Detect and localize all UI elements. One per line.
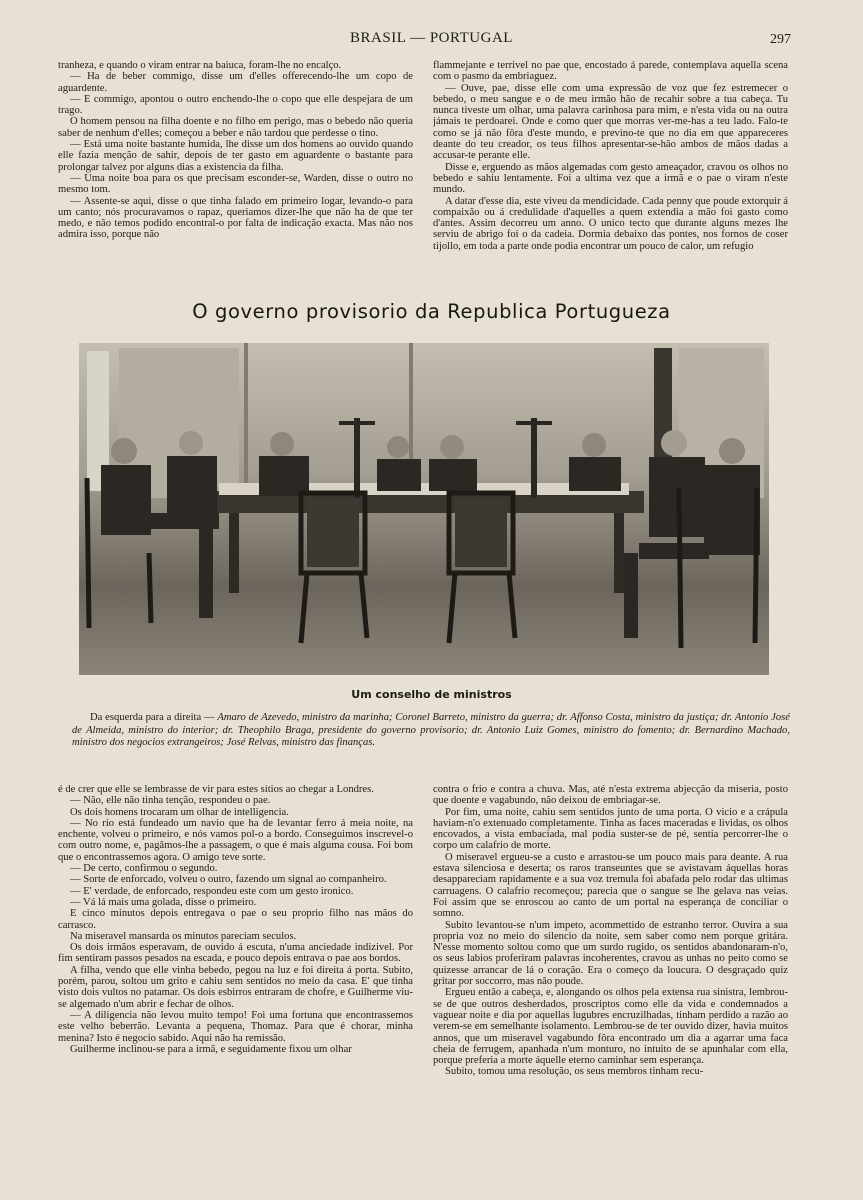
paragraph: flammejante e terrivel no pae que, encostado á parede, contemplava aquella scena com o pasmo da embriaguez. [433,60,788,83]
paragraph: O miseravel ergueu-se a custo e arrastou-se um pouco mais para deante. A rua estava silenciosa e deserta; os raros transeuntes que se avistavam áquellas horas desappareciam rapidamente e a sua voz tremula foi abafada pelo rodar das ultimas carruagens. O calafrio recomeçou; parecia que o sangue se lhe gelava nas veias. Foi assim que se enroscou ao canto de um portal na esperança de conciliar o somno. [433,851,788,920]
paragraph: Os dois homens trocaram um olhar de intelligencia. [70,806,289,818]
council-of-ministers-photo [79,343,769,675]
paragraph: — Está uma noite bastante humida, lhe disse um dos homens ao ouvido quando elle fazia menção de sahir, depois de ter gasto em aguardente o bastante para prolongar talvez por alguns dias a existencia da filha. [58,139,413,173]
paragraph: — Ha de beber commigo, disse um d'elles offerecendo-lhe um copo de aguardente. [58,71,413,94]
paragraph: Os dois irmãos esperavam, de ouvido á escuta, n'uma anciedade indizivel. Por fim sentiram passos pesados na escada, e pouco depois entrava o pae aos bordos. [58,942,413,965]
bottom-left-column [58,784,413,1174]
paragraph: contra o frio e contra a chuva. Mas, até n'esta extrema abjecção da miseria, posto que doente e vagabundo, não deixou de embriagar-se. [433,784,788,807]
top-left-column [58,60,413,300]
top-text-columns [58,60,788,300]
article-headline: O governo provisorio da Republica Portugueza [192,300,671,323]
bottom-text-columns [58,784,788,1174]
caption-names: Amaro de Azevedo, ministro da marinha; Coronel Barreto, ministro da guerra; dr. Affonso Costa, ministro da justiça; dr. Antonio José de Almeida, ministro do interior; dr. Theophilo Braga, presidente do governo provisorio; dr. Antonio Luiz Gomes, ministro do fomento; dr. Bernardino Machado, ministro dos negocios extrangeiros; José Relvas, ministro das finanças. [72,712,790,748]
paragraph: — No rio está fundeado um navio que ha de levantar ferro á meia noite, na enchente, volveu o primeiro, e nós vamos pol-o a bordo. Conseguimos inscrevel-o com outro nome, e, pagâmos-lhe a passagem, o que é mais alguma cousa. Foi bom que o encontrassemos agora. O amigo teve sorte. [58,817,413,863]
caption-lead: Da esquerda para a direita — [90,712,218,723]
paragraph: — Uma noite boa para os que precisam esconder-se, Warden, disse o outro no mesmo tom. [58,172,413,196]
paragraph: Subito levantou-se n'um impeto, acommettido de estranho terror. Ouvira a sua propria voz no meio do silencio da noite, sem saber como nem porque gritára. N'esse momento soltou como que um surdo rugido, os sentidos abandonaram-n'o, os seus labios proferiram palavras incoherentes, cravou as unhas no peito como se quizesse arrancar de lá o coração. Era o começo da loucura. O desgraçado quiz gritar por soccorro, mas não poude. [433,919,788,988]
paragraph: Disse e, erguendo as mãos algemadas com gesto ameaçador, cravou os olhos no bebedo e sahiu lentamente. Foi a ultima vez que a irmã e o pae o viram n'este mundo. [433,161,788,196]
paragraph: Na miseravel mansarda os minutos pareciam seculos. [70,930,297,942]
paragraph: — Não, elle não tinha tenção, respondeu o pae. [70,795,271,807]
paragraph: — Vá lá mais uma golada, disse o primeiro. [70,896,257,908]
paragraph: — Assente-se aqui, disse o que tinha falado em primeiro logar, levando-o para um canto; nós procuravamos o rapaz, queriamos dizer-lhe que não ha de que ter medo, e não temos podido encontral-o por falta de indicação exacta. Mas não nos admira isso, porque não [58,195,413,241]
paragraph: E cinco minutos depois entregava o pae o seu proprio filho nas mãos do carrasco. [58,908,413,931]
paragraph: Guilherme inclinou-se para a irmã, e seguidamente fixou um olhar [70,1043,352,1055]
paragraph: tranheza, e quando o viram entrar na baiuca, foram-lhe no encalço. [58,60,342,71]
paragraph: é de crer que elle se lembrasse de vir para estes sitios ao chegar a Londres. [58,784,374,795]
running-title: BRASIL — PORTUGAL [350,30,513,46]
photo-illustration [79,343,769,675]
top-right-column [433,60,788,300]
paragraph: A filha, vendo que elle vinha bebedo, pegou na luz e foi direita á porta. Subito, porém, parou, soltou um grito e cahiu sem sentidos no meio da casa. E' que tinha visto dois vultos no patamar. Os dois esbirros entraram de chofre, e Guilherme viu-se algemado n'um abrir e fechar de olhos. [58,964,413,1010]
paragraph: — A diligencia não levou muito tempo! Foi uma fortuna que encontrassemos este velho beberrão. Levanta a pequena, Thomaz. Para que é chorar, minha menina? Isto é negocio sabido. Aqui não ha remissão. [58,1009,413,1044]
page-number: 297 [770,32,791,47]
paragraph: Subito, tomou uma resolução, os seus membros tinham recu- [445,1066,704,1078]
paragraph: — Sorte de enforcado, volveu o outro, fazendo um signal ao companheiro. [70,874,387,886]
paragraph: O homem pensou na filha doente e no filho em perigo, mas o bebedo não queria saber de nenhum d'elles; começou a beber e não tardou que perdesse o tino. [58,116,413,139]
paragraph: — E' verdade, de enforcado, respondeu este com um gesto ironico. [70,885,354,897]
bottom-right-column [433,784,788,1174]
paragraph: Por fim, uma noite, cahiu sem sentidos junto de uma porta. O vicio e a crápula haviam-n'o extenuado completamente. Tinha as faces maceradas e lividas, os olhos encovados, a vista embaciada, mal podia suster-se de pé, sentia percorrer-lhe o corpo um calafrio de morte. [433,806,788,852]
paragraph: — De certo, confirmou o segundo. [70,863,218,875]
paragraph: A datar d'esse dia, este viveu da mendicidade. Cada penny que poude extorquir á compaixão ou á credulidade d'aquelles a quem extendia a mão foi gasto como d'antes. Assim decorreu um anno. O unico tecto que durante alguns mezes lhe serviu de abrigo foi o da cadeia. Dormia debaixo das pontes, nos fornos de coser tijollo, em toda a parte onde podia encontrar um pouco de calor, um refugio [433,195,788,252]
paragraph: Ergueu então a cabeça, e, alongando os olhos pela extensa rua sinistra, lembrou-se de que outros desherdados, proscriptos como elle da vida e condemnados a vaguear noite e dia por aquellas lugubres encruzilhadas, tinham perdido a razão ao verem-se em semelhante isolamento. Lembrou-se de ter ouvido dizer, havia muitos annos, que um miseravel vagabundo fôra encontrado um dia a agarrar uma faca cheia de ferrugem, apanhada n'um monturo, no intuito de se apunhalar com ella, porque preferia a morte áquelle eterno caminhar sem esperança. [433,987,788,1067]
paragraph: — E commigo, apontou o outro enchendo-lhe o copo que elle despejara de um trago. [58,93,413,117]
paragraph: — Ouve, pae, disse elle com uma expressão de voz que fez estremecer o bebedo, o meu sangue e o de meu irmão hão de recahir sobre a tua cabeça. Tu nunca tiveste um olhar, uma palavra carinhosa para mim, e n'esta vida ou na outra jámais te perdoarei. Onde e como quer que morras ver-me-has a teu lado. Falo-te como se já não fôra d'este mundo, e previno-te que no dia em que appareceres deante do teu creador, os teus filhos apresentar-se-hão ambos de mãos dadas a accusar-te perante elle. [433,82,788,162]
photo-caption [72,712,790,750]
photo-caption-title: Um conselho de ministros [351,688,512,701]
